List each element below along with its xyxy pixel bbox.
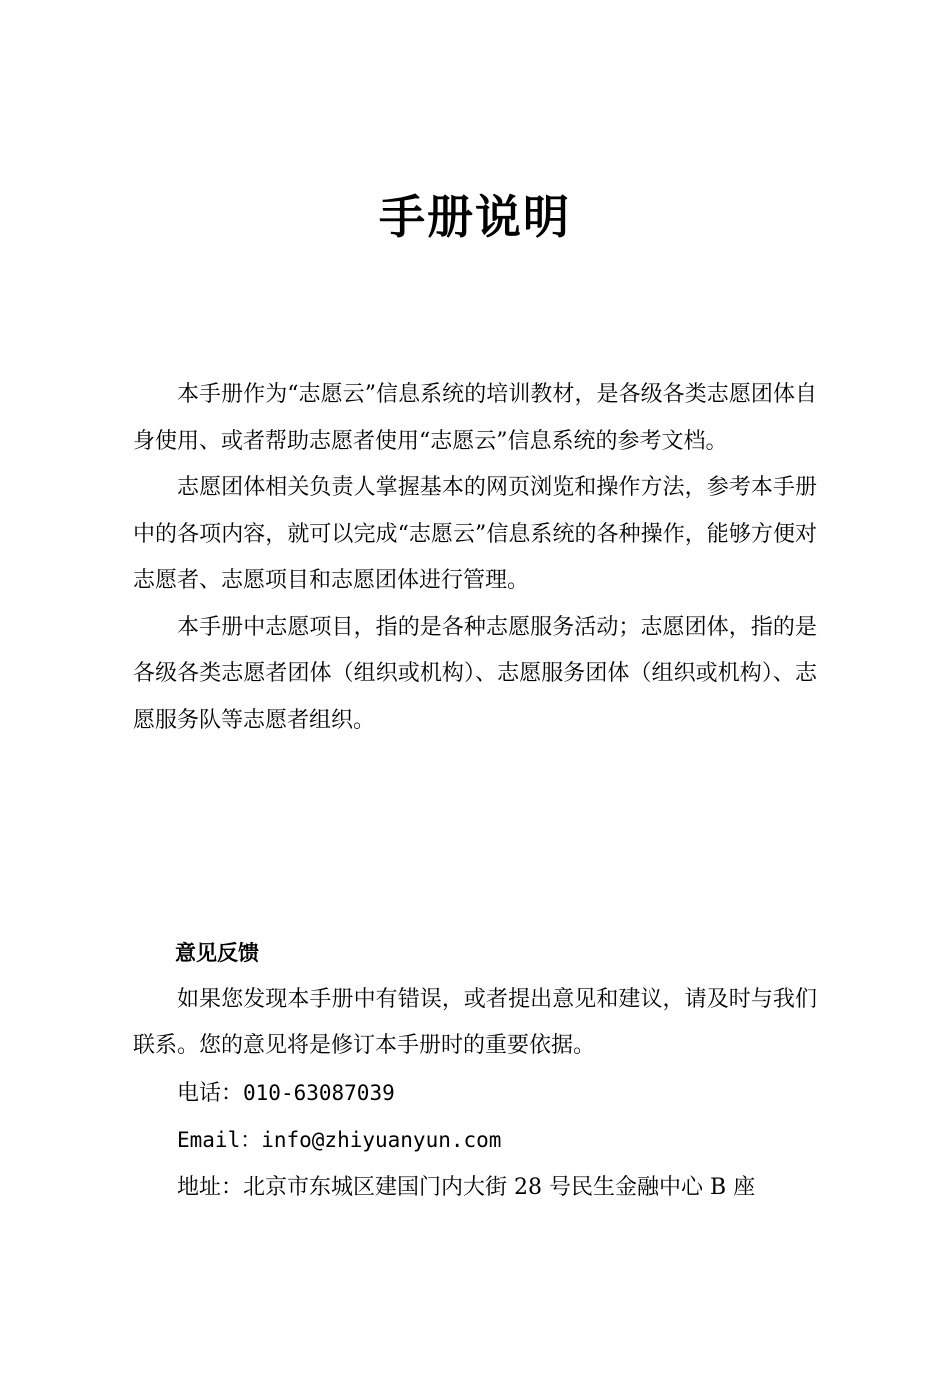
email-line — [133, 1117, 817, 1165]
feedback-section — [133, 930, 817, 1211]
feedback-heading: 意见反馈 — [175, 941, 259, 965]
address-label: 地址： — [177, 1174, 244, 1200]
email-address[interactable]: info@zhiyuanyun.com — [261, 1128, 502, 1152]
address-text: 北京市东城区建国门内大街 28 号民生金融中心 B 座 — [243, 1174, 756, 1200]
phone-number: 010-63087039 — [243, 1080, 395, 1105]
intro-section — [133, 372, 817, 744]
intro-paragraph-3: 本手册中志愿项目，指的是各种志愿服务活动；志愿团体，指的是各级各类志愿者团体（组织或机构）、志愿服务团体（组织或机构）、志愿服务队等志愿者组织。 — [133, 614, 817, 733]
address-line — [133, 1165, 817, 1212]
email-label: Email： — [177, 1128, 262, 1152]
intro-paragraph-1: 本手册作为“志愿云”信息系统的培训教材，是各级各类志愿团体自身使用、或者帮助志愿者使用“志愿云”信息系统的参考文档。 — [133, 382, 817, 454]
phone-label: 电话： — [177, 1080, 244, 1106]
intro-paragraph-2: 志愿团体相关负责人掌握基本的网页浏览和操作方法，参考本手册中的各项内容，就可以完成“志愿云”信息系统的各种操作，能够方便对志愿者、志愿项目和志愿团体进行管理。 — [133, 475, 817, 593]
phone-line — [133, 1070, 817, 1118]
page-title: 手册说明 — [379, 190, 571, 244]
feedback-paragraph: 如果您发现本手册中有错误，或者提出意见和建议，请及时与我们联系。您的意见将是修订本手册时的重要依据。 — [133, 986, 817, 1058]
